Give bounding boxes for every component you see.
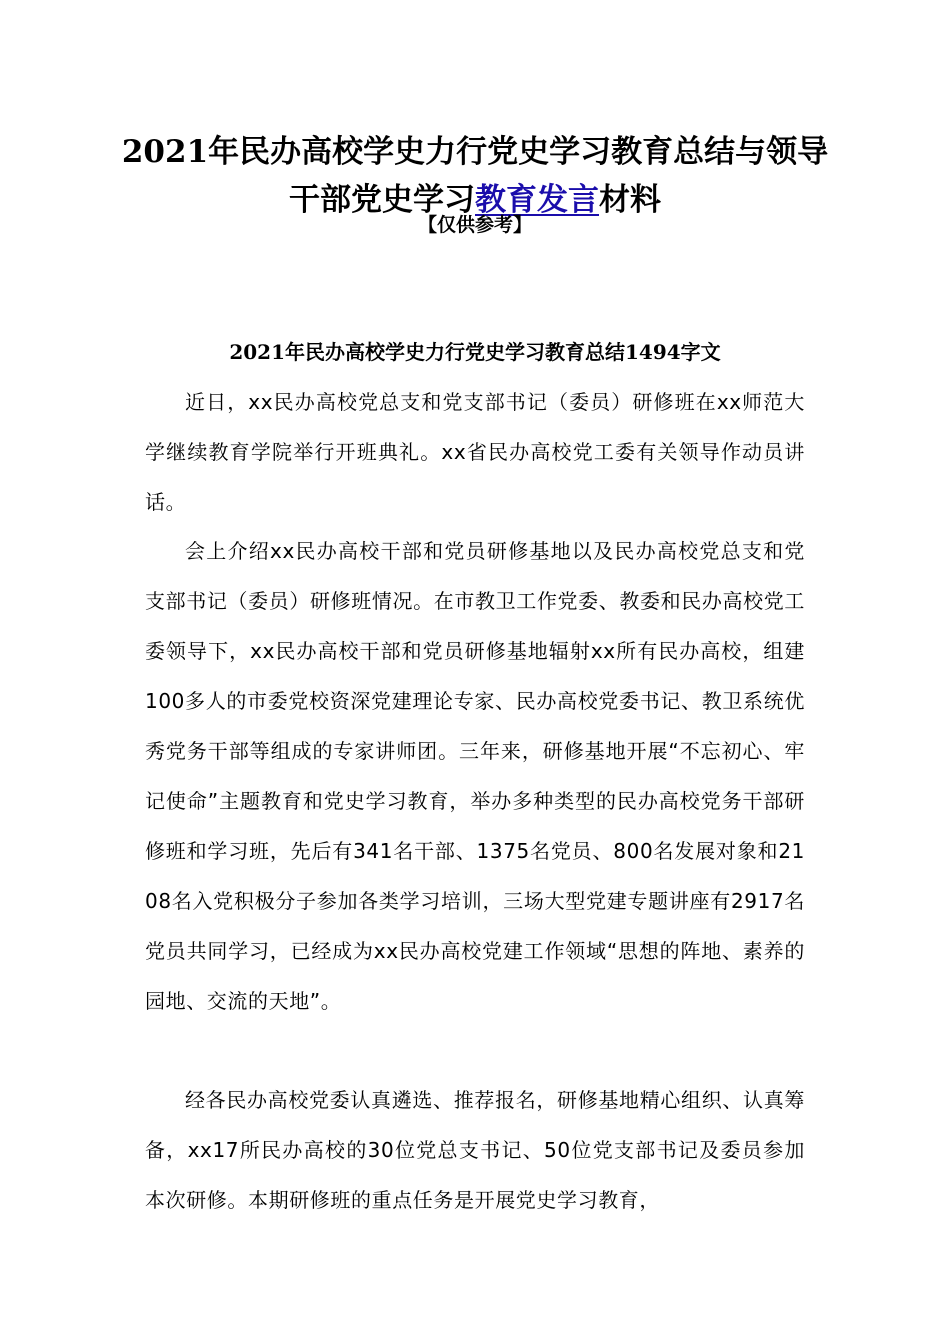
title-text-1: 2021年民办高校学史力行党史学习教育总结与领导 [121,134,829,170]
title-text-2-prefix: 干部党史学习 [289,182,475,218]
title-text-2-suffix: 材料 [599,182,661,218]
reference-note: 【仅供参考】 [417,214,532,236]
document-title-line-1 [120,128,830,176]
paragraph-3: 经各民办高校党委认真遴选、推荐报名，研修基地精心组织、认真筹备，xx17所民办高校的30位党总支书记、50位党支部书记及委员参加本次研修。本期研修班的重点任务是开展党史学习教育， [145,1088,805,1212]
title-link-speech[interactable]: 教育发言 [475,182,599,218]
section-title: 2021年民办高校学史力行党史学习教育总结1494字文 [229,340,721,364]
paragraph-2: 会上介绍xx民办高校干部和党员研修基地以及民办高校党总支和党支部书记（委员）研修班情况。在市教卫工作党委、教委和民办高校党工委领导下，xx民办高校干部和党员研修基地辐射xx所有民办高校，组建100多人的市委党校资深党建理论专家、民办高校党委书记、教卫系统优秀党务干部等组成的专家讲师团。三年来，研修基地开展“不忘初心、牢记使命”主题教育和党史学习教育，举办多种类型的民办高校党务干部研修班和学习班，先后有341名干部、1375名党员、800名发展对象和2108名入党积极分子参加各类学习培训，三场大型党建专题讲座有2917名党员共同学习，已经成为xx民办高校党建工作领域“思想的阵地、素养的园地、交流的天地”。 [145,539,805,1013]
paragraph-1: 近日，xx民办高校党总支和党支部书记（委员）研修班在xx师范大学继续教育学院举行开班典礼。xx省民办高校党工委有关领导作动员讲话。 [145,390,805,514]
